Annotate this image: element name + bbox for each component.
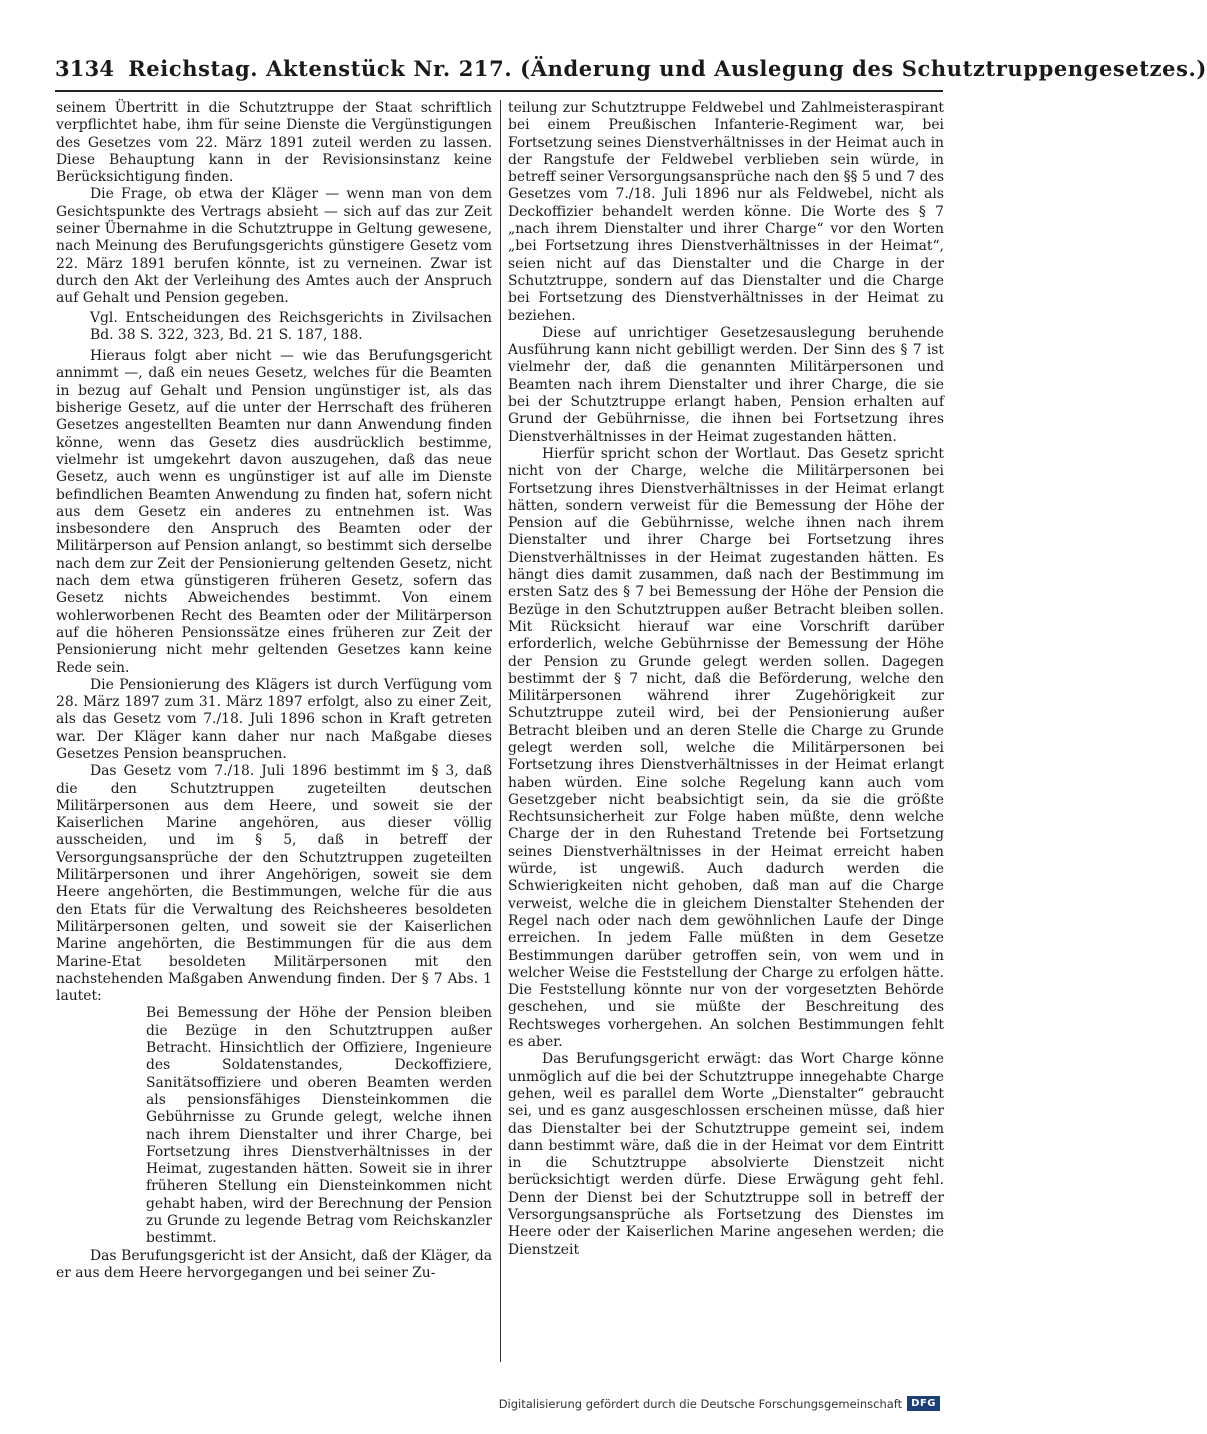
right-column (508, 100, 944, 1368)
header-rule (55, 90, 943, 92)
paragraph: Hierfür spricht schon der Wortlaut. Das Gesetz spricht nicht von der Charge, welche die Militärpersonen bei Fortsetzung ihres Dienstverhältnisses in der Heimat erlangt hätten, sondern verweist für die Bemessung der Höhe der Pension auf die Gebührnisse, welche ihnen nach ihrem Dienstalter und ihrer Charge bei Fortsetzung ihres Dienstverhältnisses in der Heimat zugestanden hätten. Es hängt dies damit zusammen, daß nach der Bestimmung im ersten Satz des § 7 bei Bemessung der Höhe der Pension die Bezüge in den Schutztruppen außer Betracht bleiben sollen. Mit Rücksicht hierauf war eine Vorschrift darüber erforderlich, welche Gebührnisse der Bemessung der Höhe der Pension zu Grunde gelegt werden sollen. Dagegen bestimmt der § 7 nicht, daß die Beförderung, welche den Militärpersonen während ihrer Zugehörigkeit zur Schutztruppe zuteil wird, bei der Pensionierung außer Betracht bleiben und an deren Stelle die Charge zu Grunde gelegt werden soll, welche die Militärpersonen bei Fortsetzung ihres Dienstverhältnisses in der Heimat erlangt haben würden. Eine solche Regelung kann auch vom Gesetzgeber nicht beabsichtigt sein, da sie die größte Rechtsunsicherheit zur Folge haben müßte, denn welche Charge der in den Ruhestand Tretende bei Fortsetzung seines Dienstverhältnisses in der Heimat erreicht haben würde, ist ungewiß. Auch dadurch werden die Schwierigkeiten nicht gehoben, daß man auf die Charge verweist, welche die in gleichem Dienstalter Stehenden der Regel nach oder nach dem gewöhnlichen Laufe der Dinge erreichen. In jedem Falle müßten in dem Gesetze Bestimmungen darüber getroffen sein, von wem und in welcher Weise die Feststellung der Charge zu erfolgen hätte. Die Feststellung könnte nur von der vorgesetzten Behörde geschehen, und sie müßte der Beschreitung des Rechtsweges vorhergehen. An solchen Bestimmungen fehlt es aber. (508, 445, 944, 1051)
paragraph: Die Frage, ob etwa der Kläger — wenn man von dem Gesichtspunkte des Vertrags absieht — sich auf das zur Zeit seiner Übernahme in die Schutztruppe in Geltung gewesene, nach Meinung des Berufungsgerichts günstigere Gesetz vom 22. März 1891 berufen könnte, ist zu verneinen. Zwar ist durch den Akt der Verleihung des Amtes auch der Anspruch auf Gehalt und Pension gegeben. (56, 186, 492, 307)
header-title: Reichstag. Aktenstück Nr. 217. (Änderung und Auslegung des Schutztruppengesetzes.) (128, 56, 1207, 81)
paragraph: Das Berufungsgericht erwägt: das Wort Charge könne unmöglich auf die bei der Schutztruppe innegehabte Charge gehen, weil es parallel dem Worte „Dienstalter“ gebraucht sei, und es ganz ausgeschlossen erscheinen müsse, daß hier das Dienstalter bei der Schutztruppe gemeint sei, indem dann bestimmt wäre, daß die in der Heimat vor dem Eintritt in die Schutztruppe absolvierte Dienstzeit nicht berücksichtigt werden dürfe. Diese Erwägung geht fehl. Denn der Dienst bei der Schutztruppe soll in betreff der Versorgungsansprüche als Fortsetzung des Dienstes im Heere oder der Kaiserlichen Marine angesehen werden; die Dienstzeit (508, 1051, 944, 1258)
page-number: 3134 (55, 56, 115, 81)
law-quotation: Bei Bemessung der Höhe der Pension bleiben die Bezüge in den Schutztruppen außer Betracht. Hinsichtlich der Offiziere, Ingenieure des Soldatenstandes, Deckoffiziere, Sanitätsoffiziere und oberen Beamten werden als pensionsfähiges Diensteinkommen die Gebührnisse zu Grunde gelegt, welche ihnen nach ihrem Dienstalter und ihrer Charge, bei Fortsetzung ihres Dienstverhältnisses in der Heimat, zugestanden hätten. Soweit sie in ihrer früheren Stellung ein Diensteinkommen nicht gehabt haben, wird der Berechnung der Pension zu Grunde zu legende Betrag vom Reichskanzler bestimmt. (146, 1005, 492, 1247)
paragraph: Hieraus folgt aber nicht — wie das Berufungsgericht annimmt —, daß ein neues Gesetz, welches für die Beamten in bezug auf Gehalt und Pension ungünstiger ist, als das bisherige Gesetz, auf die unter der Herrschaft des früheren Gesetzes angestellten Beamten nur dann Anwendung finden könne, wenn das Gesetz dies ausdrücklich bestimme, vielmehr ist umgekehrt davon auszugehen, daß das neue Gesetz, auch wenn es ungünstiger ist auf alle im Dienste befindlichen Beamten Anwendung zu finden hat, sofern nicht aus dem Gesetz ein anderes zu entnehmen ist. Was insbesondere den Anspruch des Beamten oder der Militärperson auf Pension anlangt, so bestimmt sich derselbe nach dem zur Zeit der Pensionierung geltenden Gesetz, nicht nach dem etwa günstigeren früheren Gesetz, sofern das Gesetz nichts Abweichendes bestimmt. Von einem wohlerworbenen Recht des Beamten oder der Militärperson auf die höheren Pensionssätze eines früheren zur Zeit der Pensionierung nicht mehr geltenden Gesetzes kann keine Rede sein. (56, 348, 492, 676)
paragraph: Das Berufungsgericht ist der Ansicht, daß der Kläger, da er aus dem Heere hervorgegangen und bei seiner Zu- (56, 1247, 492, 1281)
paragraph: Das Gesetz vom 7./18. Juli 1896 bestimmt im § 3, daß die den Schutztruppen zugeteilten deutschen Militärpersonen aus dem Heere, und soweit sie der Kaiserlichen Marine angehören, aus dieser völlig ausscheiden, und im § 5, daß in betreff der Versorgungsansprüche der den Schutztruppen zugeteilten Militärpersonen und ihrer Angehörigen, soweit sie dem Heere angehörten, die Bestimmungen, welche für die aus den Etats für die Verwaltung des Reichsheeres besoldeten Militärpersonen gelten, und soweit sie der Kaiserlichen Marine angehörten, die Bestimmungen für die aus dem Marine-Etat besoldeten Militärpersonen mit den nachstehenden Maßgaben Anwendung finden. Der § 7 Abs. 1 lautet: (56, 763, 492, 1005)
digitization-credit (499, 1396, 940, 1411)
paragraph: teilung zur Schutztruppe Feldwebel und Zahlmeisteraspirant bei einem Preußischen Infanterie-Regiment war, bei Fortsetzung seines Dienstverhältnisses in der Heimat auch in der Rangstufe der Feldwebel verblieben sein würde, in betreff seiner Versorgungsansprüche nach den §§ 5 und 7 des Gesetzes vom 7./18. Juli 1896 nur als Feldwebel, nicht als Deckoffizier behandelt werden könne. Die Worte des § 7 „nach ihrem Dienstalter und ihrer Charge“ vor den Worten „bei Fortsetzung ihres Dienstverhältnisses in der Heimat“, seien nicht auf das Dienstalter und die Charge in der Schutztruppe, sondern auf das Dienstalter und die Charge bei Fortsetzung des Dienstverhältnisses in der Heimat zu beziehen. (508, 100, 944, 324)
paragraph: Diese auf unrichtiger Gesetzesauslegung beruhende Ausführung kann nicht gebilligt werden. Der Sinn des § 7 ist vielmehr der, daß die genannten Militärpersonen und Beamten nach ihrem Dienstalter und ihrer Charge, die sie bei der Schutztruppe erlangt haben, Pension erhalten auf Grund der Gebührnisse, die ihnen bei Fortsetzung ihres Dienstverhältnisses in der Heimat zugestanden hätten. (508, 324, 944, 445)
left-column (56, 100, 492, 1368)
column-divider (500, 100, 501, 1362)
paragraph: seinem Übertritt in die Schutztruppe der Staat schriftlich verpflichtet habe, ihm für seine Dienste die Vergünstigungen des Gesetzes vom 22. März 1891 zuteil werden zu lassen. Diese Behauptung kann in der Revisionsinstanz keine Berücksichtigung finden. (56, 100, 492, 186)
running-header (55, 56, 1207, 81)
credit-text: Digitalisierung gefördert durch die Deutsche Forschungsgemeinschaft (498, 1396, 903, 1411)
citation: Vgl. Entscheidungen des Reichsgerichts in Zivilsachen Bd. 38 S. 322, 323, Bd. 21 S. 187, 188. (90, 309, 492, 343)
paragraph: Die Pensionierung des Klägers ist durch Verfügung vom 28. März 1897 zum 31. März 1897 erfolgt, also zu einer Zeit, als das Gesetz vom 7./18. Juli 1896 schon in Kraft getreten war. Der Kläger kann daher nur nach Maßgabe dieses Gesetzes Pension beanspruchen. (56, 676, 492, 762)
dfg-logo-icon: DFG (907, 1396, 940, 1411)
